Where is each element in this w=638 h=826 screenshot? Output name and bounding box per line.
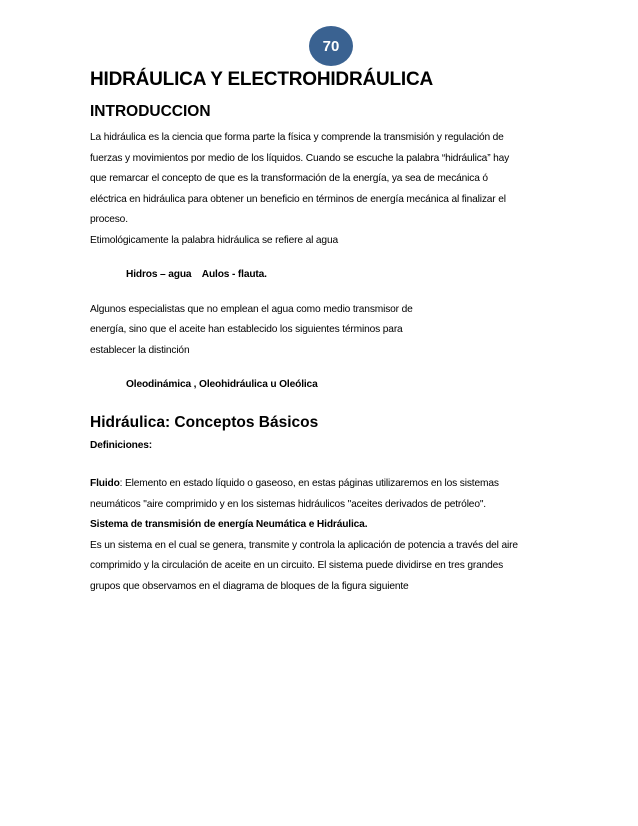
system-line: Es un sistema en el cual se genera, transmite y controla la aplicación de potencia a través del aire [90,539,518,551]
terms-line: Oleodinámica , Oleohidráulica u Oleólica [126,379,318,390]
fluido-text: : Elemento en estado líquido o gaseoso, en estas páginas utilizaremos en los sistemas [119,478,499,489]
section-heading: Hidráulica: Conceptos Básicos [90,413,319,431]
definitions-label: Definiciones: [90,439,153,451]
intro-line: La hidráulica es la ciencia que forma parte la física y comprende la transmisión y regulación de [90,132,504,143]
page-number-badge: 70 [309,26,353,66]
intro-paragraph [90,128,560,251]
specialists-line: Algunos especialistas que no emplean el agua como medio transmisor de [90,303,413,315]
fluido-definition [90,474,560,515]
intro-line: eléctrica en hidráulica para obtener un beneficio en términos de energía mecánica al finalizar el [90,193,506,205]
intro-line: que remarcar el concepto de que es la transformación de la energía, ya sea de mecánica ó [90,173,488,184]
fluido-term: Fluido [90,478,120,489]
system-line: grupos que observamos en el diagrama de bloques de la figura siguiente [90,580,409,592]
intro-heading: INTRODUCCION [90,103,211,120]
intro-line: proceso. [90,214,128,225]
system-paragraph [90,536,560,598]
intro-line: fuerzas y movimientos por medio de los líquidos. Cuando se escuche la palabra “hidráulica” hay [90,152,510,164]
specialists-paragraph [90,300,560,362]
document-title: HIDRÁULICA Y ELECTROHIDRÁULICA [90,69,434,90]
document-body [90,68,560,597]
specialists-line: energía, sino que el aceite han establecido los siguientes términos para [90,324,403,335]
fluido-line-2: neumáticos "aire comprimido y en los sistemas hidráulicos "aceites derivados de petróleo". [90,498,486,510]
intro-line: Etimológicamente la palabra hidráulica se refiere al agua [90,234,338,246]
system-heading: Sistema de transmisión de energía Neumática e Hidráulica. [90,519,368,530]
fluido-line-1 [90,474,560,495]
system-line: comprimido y la circulación de aceite en un circuito. El sistema puede dividirse en tres grandes [90,560,504,571]
etymology-line: Hidros – agua Aulos - flauta. [126,269,267,280]
specialists-line: establecer la distinción [90,344,190,356]
